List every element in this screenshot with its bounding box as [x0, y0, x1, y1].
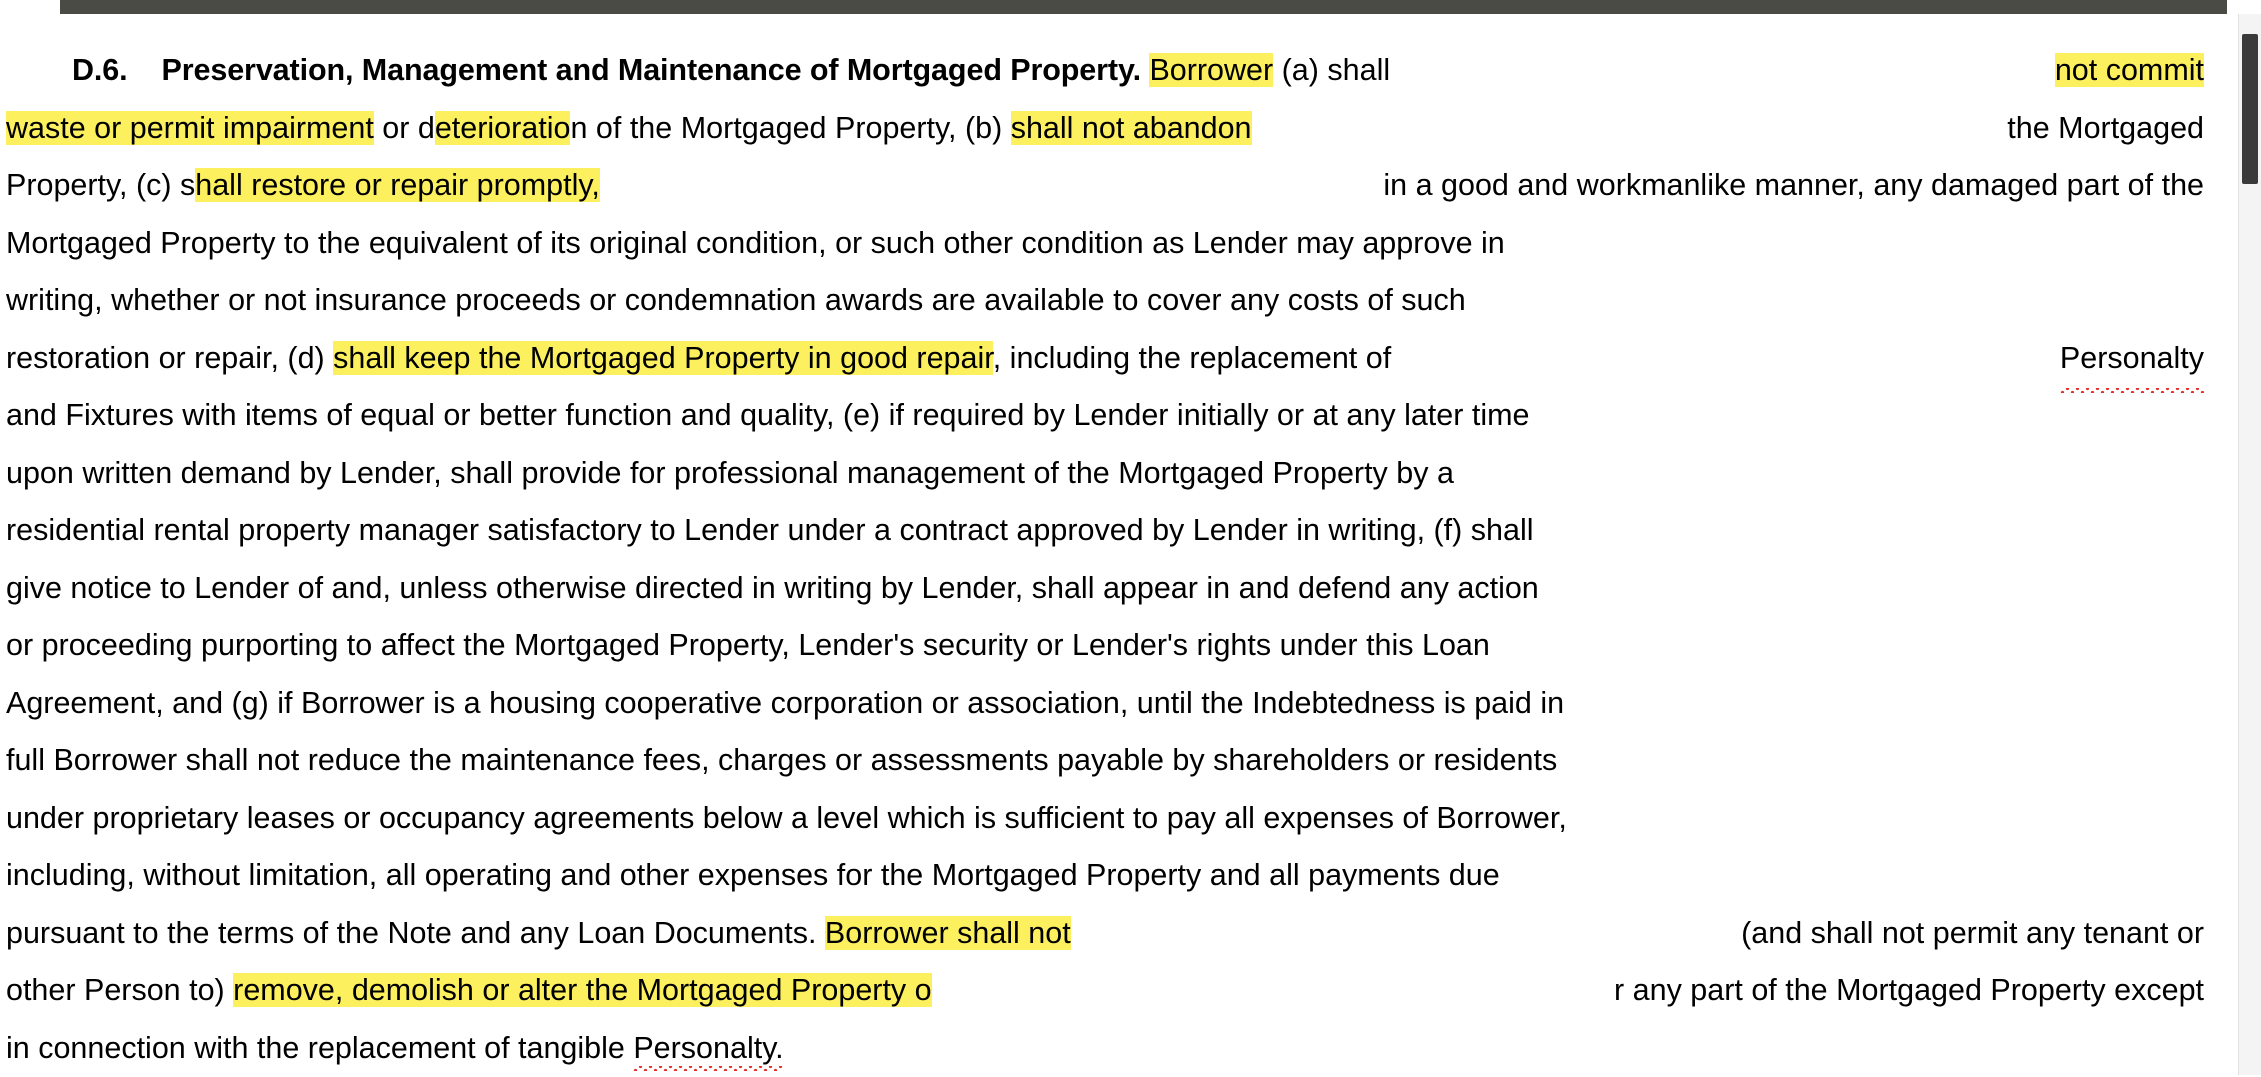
document-line — [6, 387, 2204, 445]
document-line — [6, 42, 2204, 100]
document-line — [6, 215, 2204, 273]
line-justify-wrap — [6, 905, 2204, 963]
highlight-deterioratio: eterioratio — [435, 111, 571, 145]
line15-text: including, without limitation, all operating and other expenses for the Mortgaged Property and all payments due — [6, 858, 1500, 892]
document-line — [6, 905, 2204, 963]
line3-text-a: Property, (c) s — [6, 168, 195, 202]
document-line — [6, 330, 2204, 388]
document-paragraph — [6, 42, 2204, 1077]
line6-text-b: , including the replacement of — [993, 341, 1400, 375]
line-justify-wrap — [6, 100, 2204, 158]
line13-text: full Borrower shall not reduce the maintenance fees, charges or assessments payable by shareholders or residents — [6, 743, 1557, 777]
highlight-not-commit: not commit — [2055, 53, 2204, 87]
window-top-chrome — [0, 0, 2261, 14]
line16-text-b: (and shall not permit any tenant or — [1733, 905, 2204, 963]
line-justify-wrap — [6, 42, 2204, 100]
line-justify-wrap — [6, 962, 2204, 1020]
line14-text: under proprietary leases or occupancy agreements below a level which is sufficient to pay all expenses of Borrower, — [6, 801, 1567, 835]
section-number: D.6. — [72, 53, 128, 87]
document-line — [6, 847, 2204, 905]
highlight-waste-impairment: waste or permit impairment — [6, 111, 374, 145]
highlight-borrower-shall-not: Borrower shall not — [825, 916, 1071, 950]
spellcheck-word-personalty: Personalty — [2060, 330, 2204, 388]
document-line — [6, 675, 2204, 733]
document-line — [6, 560, 2204, 618]
line-start — [6, 330, 1400, 388]
scrollbar-thumb[interactable] — [2242, 34, 2258, 184]
document-line — [6, 790, 2204, 848]
document-page — [0, 14, 2239, 1075]
spellcheck-word-personalty-2: Personalty. — [633, 1031, 783, 1065]
line2-text-b: n of the Mortgaged Property, (b) — [570, 111, 1010, 145]
line-justify-wrap — [6, 157, 2204, 215]
highlight-remove-demolish-alter: remove, demolish or alter the Mortgaged Property o — [233, 973, 931, 1007]
line2-text-a: or d — [374, 111, 435, 145]
line9-text: residential rental property manager satisfactory to Lender under a contract approved by Lender in writing, (f) shall — [6, 513, 1534, 547]
vertical-scrollbar[interactable] — [2238, 14, 2261, 1075]
document-line — [6, 732, 2204, 790]
document-line — [6, 157, 2204, 215]
line17-text-a: other Person to) — [6, 973, 233, 1007]
line1-text-a: (a) shall — [1273, 53, 1398, 87]
line17-text-b: r any part of the Mortgaged Property except — [1614, 962, 2204, 1020]
line-start — [6, 42, 1399, 100]
document-line — [6, 502, 2204, 560]
document-line — [6, 445, 2204, 503]
highlight-keep-good-repair: shall keep the Mortgaged Property in good repair — [333, 341, 993, 375]
chrome-right-gap — [2227, 0, 2261, 14]
line-justify-wrap — [6, 330, 2204, 388]
line-end — [2055, 42, 2204, 100]
section-heading: Preservation, Management and Maintenance of Mortgaged Property. — [161, 53, 1141, 87]
line10-text: give notice to Lender of and, unless otherwise directed in writing by Lender, shall appear in and defend any action — [6, 571, 1539, 605]
chrome-left-gap — [0, 0, 60, 14]
document-line — [6, 962, 2204, 1020]
document-line — [6, 617, 2204, 675]
line8-text: upon written demand by Lender, shall provide for professional management of the Mortgaged Property by a — [6, 456, 1454, 490]
line-start — [6, 100, 1252, 158]
line3-text-b: in a good and workmanlike manner, any damaged part of the — [1375, 157, 2204, 215]
highlight-shall-restore-repair: hall restore or repair promptly, — [195, 168, 600, 202]
line4-text: Mortgaged Property to the equivalent of its original condition, or such other condition as Lender may approve in — [6, 226, 1505, 260]
highlight-shall-not-abandon: shall not abandon — [1011, 111, 1252, 145]
line-start — [6, 157, 600, 215]
line-end: the Mortgaged — [1999, 100, 2204, 158]
document-line — [6, 1020, 2204, 1077]
line5-text: writing, whether or not insurance proceeds or condemnation awards are available to cover any costs of such — [6, 283, 1466, 317]
document-line — [6, 100, 2204, 158]
line-start — [6, 905, 1071, 963]
document-line — [6, 272, 2204, 330]
highlight-borrower: Borrower — [1149, 53, 1273, 87]
line6-text-a: restoration or repair, (d) — [6, 341, 333, 375]
line-start — [6, 962, 932, 1020]
heading-gap — [128, 53, 162, 87]
line7-text: and Fixtures with items of equal or better function and quality, (e) if required by Lender initially or at any later time — [6, 398, 1530, 432]
line18-text: in connection with the replacement of tangible — [6, 1031, 633, 1065]
line16-text-a: pursuant to the terms of the Note and any Loan Documents. — [6, 916, 825, 950]
line12-text: Agreement, and (g) if Borrower is a housing cooperative corporation or association, until the Indebtedness is paid in — [6, 686, 1564, 720]
line11-text: or proceeding purporting to affect the Mortgaged Property, Lender's security or Lender's rights under this Loan — [6, 628, 1490, 662]
